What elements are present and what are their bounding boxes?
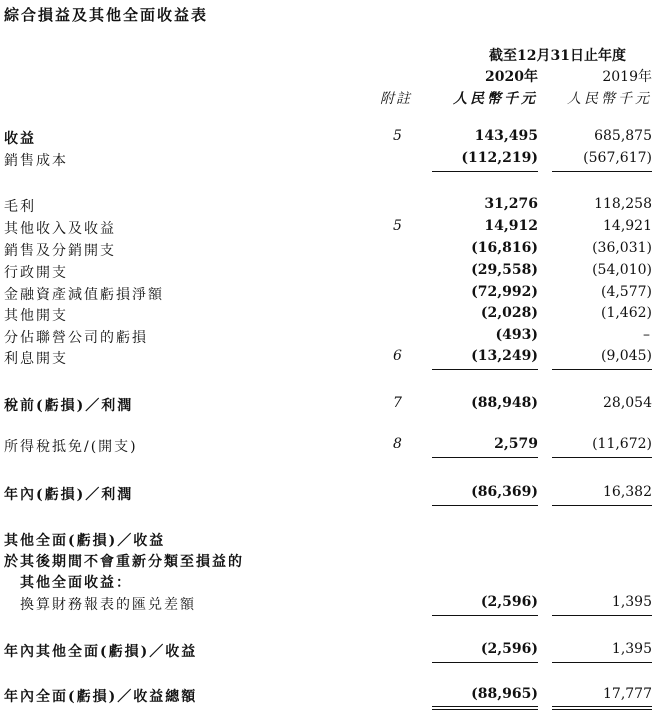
note-column-header: 附註 <box>380 91 412 107</box>
row-label-selling-expenses: 銷售及分銷開支 <box>4 243 116 259</box>
value-2020-income-tax: 2,579 <box>494 436 538 452</box>
row-label-income-tax: 所得稅抵免/(開支) <box>4 439 138 455</box>
value-2020-loss-before-tax: (88,948) <box>471 395 538 411</box>
value-2020-share-of-associates: (493) <box>495 327 538 343</box>
subtotal-rule <box>552 505 652 506</box>
unit-2019-header: 人民幣千元 <box>567 91 652 107</box>
subtotal-rule <box>432 457 538 458</box>
row-label-loss-before-tax: 稅前(虧損)／利潤 <box>4 398 134 414</box>
value-2020-total-comprehensive: (88,965) <box>471 686 538 702</box>
row-label-exchange-differences: 換算財務報表的匯兑差額 <box>20 597 196 613</box>
value-2020-gross-profit: 31,276 <box>484 196 538 212</box>
subtotal-rule <box>432 615 538 616</box>
value-2019-admin-expenses: (54,010) <box>592 262 652 278</box>
section-subheading-not-reclassified: 於其後期間不會重新分類至損益的 <box>4 554 244 570</box>
row-label-other-expenses: 其他開支 <box>4 308 68 324</box>
subtotal-rule <box>432 171 538 172</box>
row-label-impairment: 金融資產減值虧損淨額 <box>4 287 164 303</box>
value-2020-selling-expenses: (16,816) <box>471 240 538 256</box>
value-2020-impairment: (72,992) <box>471 284 538 300</box>
value-2020-oci-for-year: (2,596) <box>480 641 538 657</box>
value-2020-interest-expenses: (13,249) <box>471 348 538 364</box>
value-2019-selling-expenses: (36,031) <box>592 240 652 256</box>
subtotal-rule <box>552 369 652 370</box>
year-2020-header: 2020年 <box>485 69 538 85</box>
row-label-interest-expenses: 利息開支 <box>4 351 68 367</box>
value-2020-admin-expenses: (29,558) <box>471 262 538 278</box>
value-2019-loss-before-tax: 28,054 <box>603 395 652 411</box>
row-label-revenue: 收益 <box>4 131 36 147</box>
value-2020-other-income: 14,912 <box>484 218 538 234</box>
value-2019-revenue: 685,875 <box>594 128 652 144</box>
row-label-admin-expenses: 行政開支 <box>4 265 68 281</box>
row-label-oci-for-year: 年內其他全面(虧損)／收益 <box>4 644 198 660</box>
value-2020-revenue: 143,495 <box>474 128 538 144</box>
row-label-total-comprehensive: 年內全面(虧損)／收益總額 <box>4 689 198 705</box>
value-2019-interest-expenses: (9,045) <box>600 348 652 364</box>
subtotal-rule <box>432 505 538 506</box>
year-2019-header: 2019年 <box>602 69 652 85</box>
subtotal-rule <box>552 615 652 616</box>
value-2019-share-of-associates: – <box>643 327 650 343</box>
value-2020-other-expenses: (2,028) <box>480 305 538 321</box>
note-income-tax: 8 <box>393 436 402 452</box>
unit-2020-header: 人民幣千元 <box>453 91 538 107</box>
value-2019-cost-of-sales: (567,617) <box>583 150 652 166</box>
value-2019-oci-for-year: 1,395 <box>611 641 652 657</box>
row-label-other-income: 其他收入及收益 <box>4 221 116 237</box>
row-label-cost-of-sales: 銷售成本 <box>4 153 68 169</box>
subtotal-rule <box>432 662 538 663</box>
value-2019-total-comprehensive: 17,777 <box>603 686 652 702</box>
section-heading-oci: 其他全面(虧損)／收益 <box>4 533 166 549</box>
note-revenue: 5 <box>393 128 402 144</box>
total-double-rule <box>552 706 652 707</box>
note-other-income: 5 <box>393 218 402 234</box>
subtotal-rule <box>552 171 652 172</box>
value-2019-income-tax: (11,672) <box>592 436 652 452</box>
value-2020-loss-for-year: (86,369) <box>471 484 538 500</box>
note-loss-before-tax: 7 <box>393 395 402 411</box>
value-2020-cost-of-sales: (112,219) <box>461 150 538 166</box>
statement-title: 綜合損益及其他全面收益表 <box>4 6 209 24</box>
total-double-rule <box>432 706 538 707</box>
subtotal-rule <box>552 457 652 458</box>
value-2019-other-income: 14,921 <box>603 218 652 234</box>
subtotal-rule <box>432 369 538 370</box>
value-2019-other-expenses: (1,462) <box>600 305 652 321</box>
value-2019-gross-profit: 118,258 <box>594 196 652 212</box>
row-label-loss-for-year: 年內(虧損)／利潤 <box>4 487 134 503</box>
note-interest-expenses: 6 <box>393 348 402 364</box>
row-label-gross-profit: 毛利 <box>4 199 36 215</box>
value-2019-impairment: (4,577) <box>600 284 652 300</box>
row-label-share-of-associates: 分佔聯營公司的虧損 <box>4 330 148 346</box>
value-2020-exchange-differences: (2,596) <box>480 594 538 610</box>
total-double-rule <box>432 709 538 710</box>
subtotal-rule <box>552 662 652 663</box>
value-2019-exchange-differences: 1,395 <box>611 594 652 610</box>
value-2019-loss-for-year: 16,382 <box>603 484 652 500</box>
section-subheading-oci-income: 其他全面收益： <box>20 575 132 591</box>
period-header: 截至12月31日止年度 <box>489 48 626 64</box>
total-double-rule <box>552 709 652 710</box>
